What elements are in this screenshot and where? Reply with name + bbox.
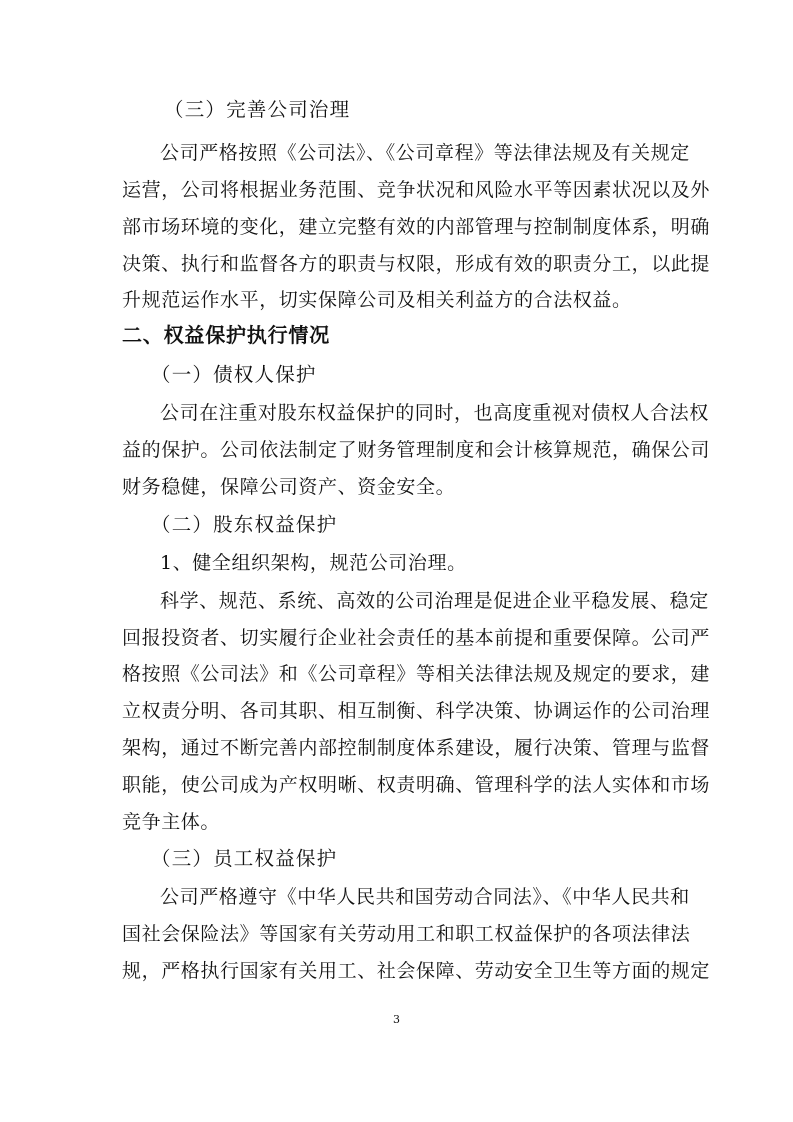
paragraph-line: 公司严格遵守《中华人民共和国劳动合同法》、《中华人民共和	[160, 886, 690, 908]
paragraph-line: 立权责分明、各司其职、相互制衡、科学决策、协调运作的公司治理	[122, 700, 711, 722]
paragraph-line: 部市场环境的变化，建立完整有效的内部管理与控制制度体系，明确	[122, 216, 711, 238]
section-heading-governance: （三）完善公司治理	[164, 98, 351, 121]
page-number: 3	[393, 1013, 400, 1026]
paragraph-line: 竞争主体。	[122, 811, 221, 833]
paragraph-line: 回报投资者、切实履行企业社会责任的基本前提和重要保障。公司严	[122, 627, 711, 649]
section-heading-employee: （三）员工权益保护	[151, 847, 338, 870]
section-heading-shareholder: （二）股东权益保护	[151, 513, 338, 536]
paragraph-line: 运营，公司将根据业务范围、竞争状况和风险水平等因素状况以及外	[122, 179, 711, 201]
paragraph-line: 国社会保险法》等国家有关劳动用工和职工权益保护的各项法律法	[122, 923, 691, 945]
paragraph-line: 规，严格执行国家有关用工、社会保障、劳动安全卫生等方面的规定	[122, 960, 711, 982]
paragraph-line: 决策、执行和监督各方的职责与权限，形成有效的职责分工，以此提	[122, 253, 711, 275]
paragraph-line: 架构，通过不断完善内部控制制度体系建设，履行决策、管理与监督	[122, 737, 711, 759]
paragraph-line: 科学、规范、系统、高效的公司治理是促进企业平稳发展、稳定	[160, 590, 709, 612]
paragraph-line: 财务稳健，保障公司资产、资金安全。	[122, 476, 456, 498]
paragraph-line: 益的保护。公司依法制定了财务管理制度和会计核算规范，确保公司	[122, 439, 711, 461]
section-heading-creditor: （一）债权人保护	[151, 363, 317, 386]
list-item: 1、健全组织架构，规范公司治理。	[160, 552, 467, 574]
paragraph-line: 职能，使公司成为产权明晰、权责明确、管理科学的法人实体和市场	[122, 774, 711, 796]
chapter-heading-rights-protection: 二、权益保护执行情况	[122, 323, 330, 347]
paragraph-line: 公司严格按照《公司法》、《公司章程》等法律法规及有关规定	[160, 142, 690, 164]
paragraph-line: 升规范运作水平，切实保障公司及相关利益方的合法权益。	[122, 289, 632, 311]
paragraph-line: 公司在注重对股东权益保护的同时，也高度重视对债权人合法权	[160, 402, 709, 424]
paragraph-line: 格按照《公司法》和《公司章程》等相关法律法规及规定的要求，建	[122, 663, 711, 685]
